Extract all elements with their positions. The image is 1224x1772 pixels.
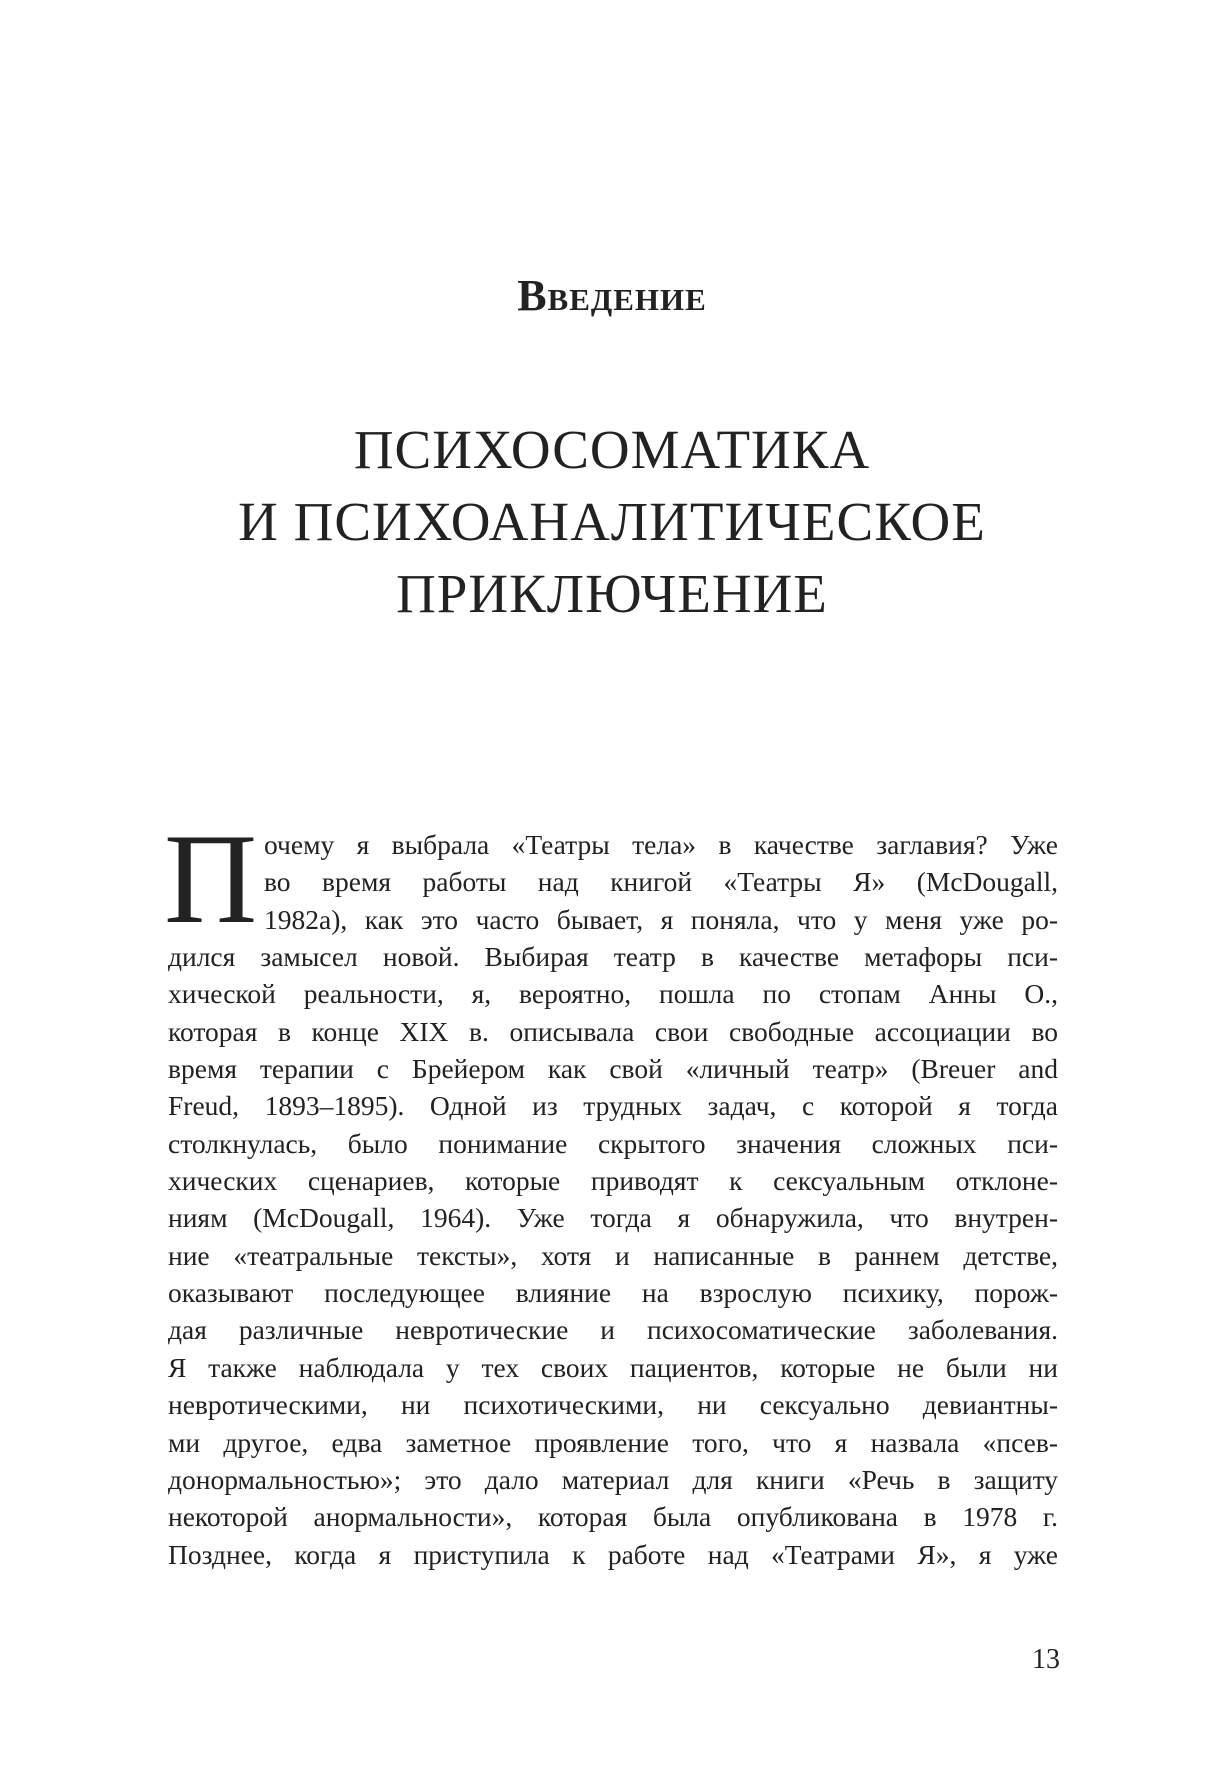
section-heading: Введение — [517, 271, 707, 320]
chapter-title-line: И ПСИХОАНАЛИТИЧЕСКОЕ — [238, 491, 986, 552]
body-line: оказывают последующее влияние на взрослую психику, порож- — [168, 1277, 1058, 1309]
body-line: во время работы над книгой «Театры Я» (McDougall, — [264, 866, 1058, 898]
body-line: Freud, 1893–1895). Одной из трудных задач, с которой я тогда — [168, 1090, 1058, 1122]
body-line: дился замысел новой. Выбирая театр в качестве метафоры пси- — [168, 941, 1058, 973]
body-paragraph — [168, 826, 1058, 1573]
body-line: очему я выбрала «Театры тела» в качестве заглавия? Уже — [264, 829, 1058, 860]
page-number: 13 — [1032, 1644, 1060, 1675]
drop-cap: П — [164, 807, 258, 950]
body-line: дая различные невротические и психосоматические заболевания. — [168, 1314, 1058, 1346]
body-line: донормальностью»; это дало материал для книги «Речь в защиту — [168, 1463, 1058, 1495]
chapter-title-line: ПРИКЛЮЧЕНИЕ — [396, 563, 828, 624]
body-line: время терапии с Брейером как свой «личный театр» (Breuer and — [168, 1053, 1058, 1085]
body-line: 1982a), как это часто бывает, я поняла, что у меня уже ро- — [264, 903, 1058, 935]
body-line: ниям (McDougall, 1964). Уже тогда я обнаружила, что внутрен- — [168, 1202, 1058, 1234]
body-line: ние «театральные тексты», хотя и написанные в раннем детстве, — [168, 1239, 1058, 1271]
chapter-title-line: ПСИХОСОМАТИКА — [353, 419, 871, 480]
body-line: Я также наблюдала у тех своих пациентов, которые не были ни — [168, 1351, 1058, 1383]
body-line: Позднее, когда я приступила к работе над «Театрами Я», я уже — [168, 1538, 1058, 1570]
body-line: хической реальности, я, вероятно, пошла по стопам Анны О., — [168, 978, 1058, 1010]
body-line: которая в конце XIX в. описывала свои свободные ассоциации во — [168, 1015, 1058, 1047]
body-line: некоторой анормальности», которая была опубликована в 1978 г. — [168, 1501, 1058, 1533]
body-line: хических сценариев, которые приводят к сексуальным отклоне- — [168, 1165, 1058, 1197]
body-line: невротическими, ни психотическими, ни сексуально девиантны- — [168, 1389, 1058, 1421]
body-line: ми другое, едва заметное проявление того, что я назвала «псев- — [168, 1426, 1058, 1458]
body-line: столкнулась, было понимание скрытого значения сложных пси- — [168, 1127, 1058, 1159]
chapter-title — [100, 414, 1124, 630]
